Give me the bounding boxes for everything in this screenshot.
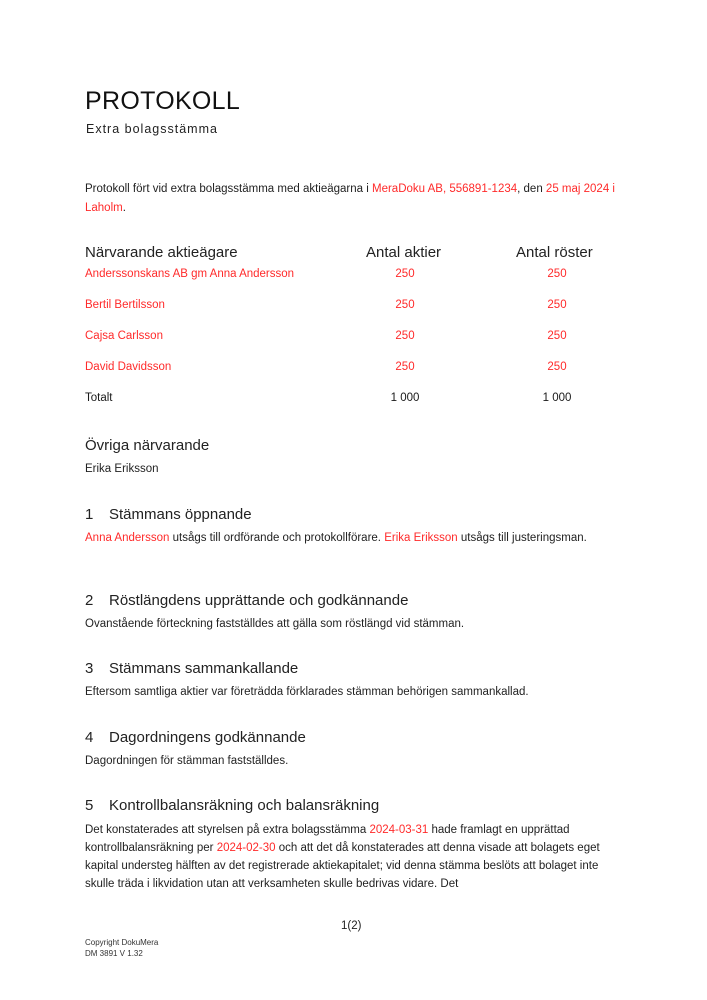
section-body: Eftersom samtliga aktier var företrädda förklarades stämman behörigen sammankallad. [85,686,529,698]
section-heading: 3 Stämmans sammankallande [85,660,299,677]
section-body: Det konstaterades att styrelsen på extra bolagsstämma 2024-03-31 hade framlagt en upprättad kontrollbalansräkning per 2024-02-30 och att det då konstaterades att denna visade att bolagets eget kapital understeg hälften av det registrerade aktiekapitalet; vid denna stämma beslöts att bolaget inte skulle träda i likvidation utan att verksamheten skulle bedrivas vidare. Det [85,824,600,890]
section-heading: 5 Kontrollbalansräkning och balansräkning [85,797,380,814]
table-row-shares: 250 [395,299,415,311]
page-number: 1(2) [341,920,362,932]
table-row-name: David Davidsson [85,361,172,373]
table-row-votes: 250 [547,299,567,311]
date-field: 2024-03-31 [369,824,429,836]
table-row-votes: 250 [547,268,567,280]
others-heading: Övriga närvarande [85,437,210,454]
company-name: MeraDoku AB, 556891-1234 [372,183,518,195]
table-row-shares: 250 [395,330,415,342]
table-row-name: Cajsa Carlsson [85,330,163,342]
version-text: DM 3891 V 1.32 [85,949,143,958]
total-label: Totalt [85,392,113,404]
total-shares: 1 000 [390,392,420,404]
column-header-votes: Antal röster [516,244,593,261]
section-body: Dagordningen för stämman fastställdes. [85,755,289,767]
intro-paragraph: Protokoll fört vid extra bolagsstämma med aktieägarna i MeraDoku AB, 556891-1234, den 25 maj 2024 i Laholm. [85,183,615,214]
section-heading: 4 Dagordningens godkännande [85,729,306,746]
meeting-date-place: 25 maj 2024 i Laholm [85,183,615,214]
table-row-name: Anderssonskans AB gm Anna Andersson [85,268,295,280]
table-row-name: Bertil Bertilsson [85,299,165,311]
table-row-votes: 250 [547,330,567,342]
adjuster-name: Erika Eriksson [384,532,458,544]
section-body: Ovanstående förteckning fastställdes att gälla som röstlängd vid stämman. [85,618,465,630]
table-row-votes: 250 [547,361,567,373]
copyright-text: Copyright DokuMera [85,938,159,947]
page-title: PROTOKOLL [85,87,241,115]
others-name: Erika Eriksson [85,463,159,475]
table-row-shares: 250 [395,361,415,373]
column-header-shareholder: Närvarande aktieägare [85,244,238,261]
date-field: 2024-02-30 [216,842,276,854]
page-subtitle: Extra bolagsstämma [86,122,218,136]
footer [85,937,158,959]
table-row-shares: 250 [395,268,415,280]
section-heading: 2 Röstlängdens upprättande och godkännande [85,592,409,609]
total-votes: 1 000 [542,392,572,404]
column-header-shares: Antal aktier [366,244,442,261]
section-body: Anna Andersson utsågs till ordförande och protokollförare. Erika Eriksson utsågs till justeringsman. [85,532,587,544]
chair-name: Anna Andersson [85,532,170,544]
section-heading: 1 Stämmans öppnande [85,506,252,523]
